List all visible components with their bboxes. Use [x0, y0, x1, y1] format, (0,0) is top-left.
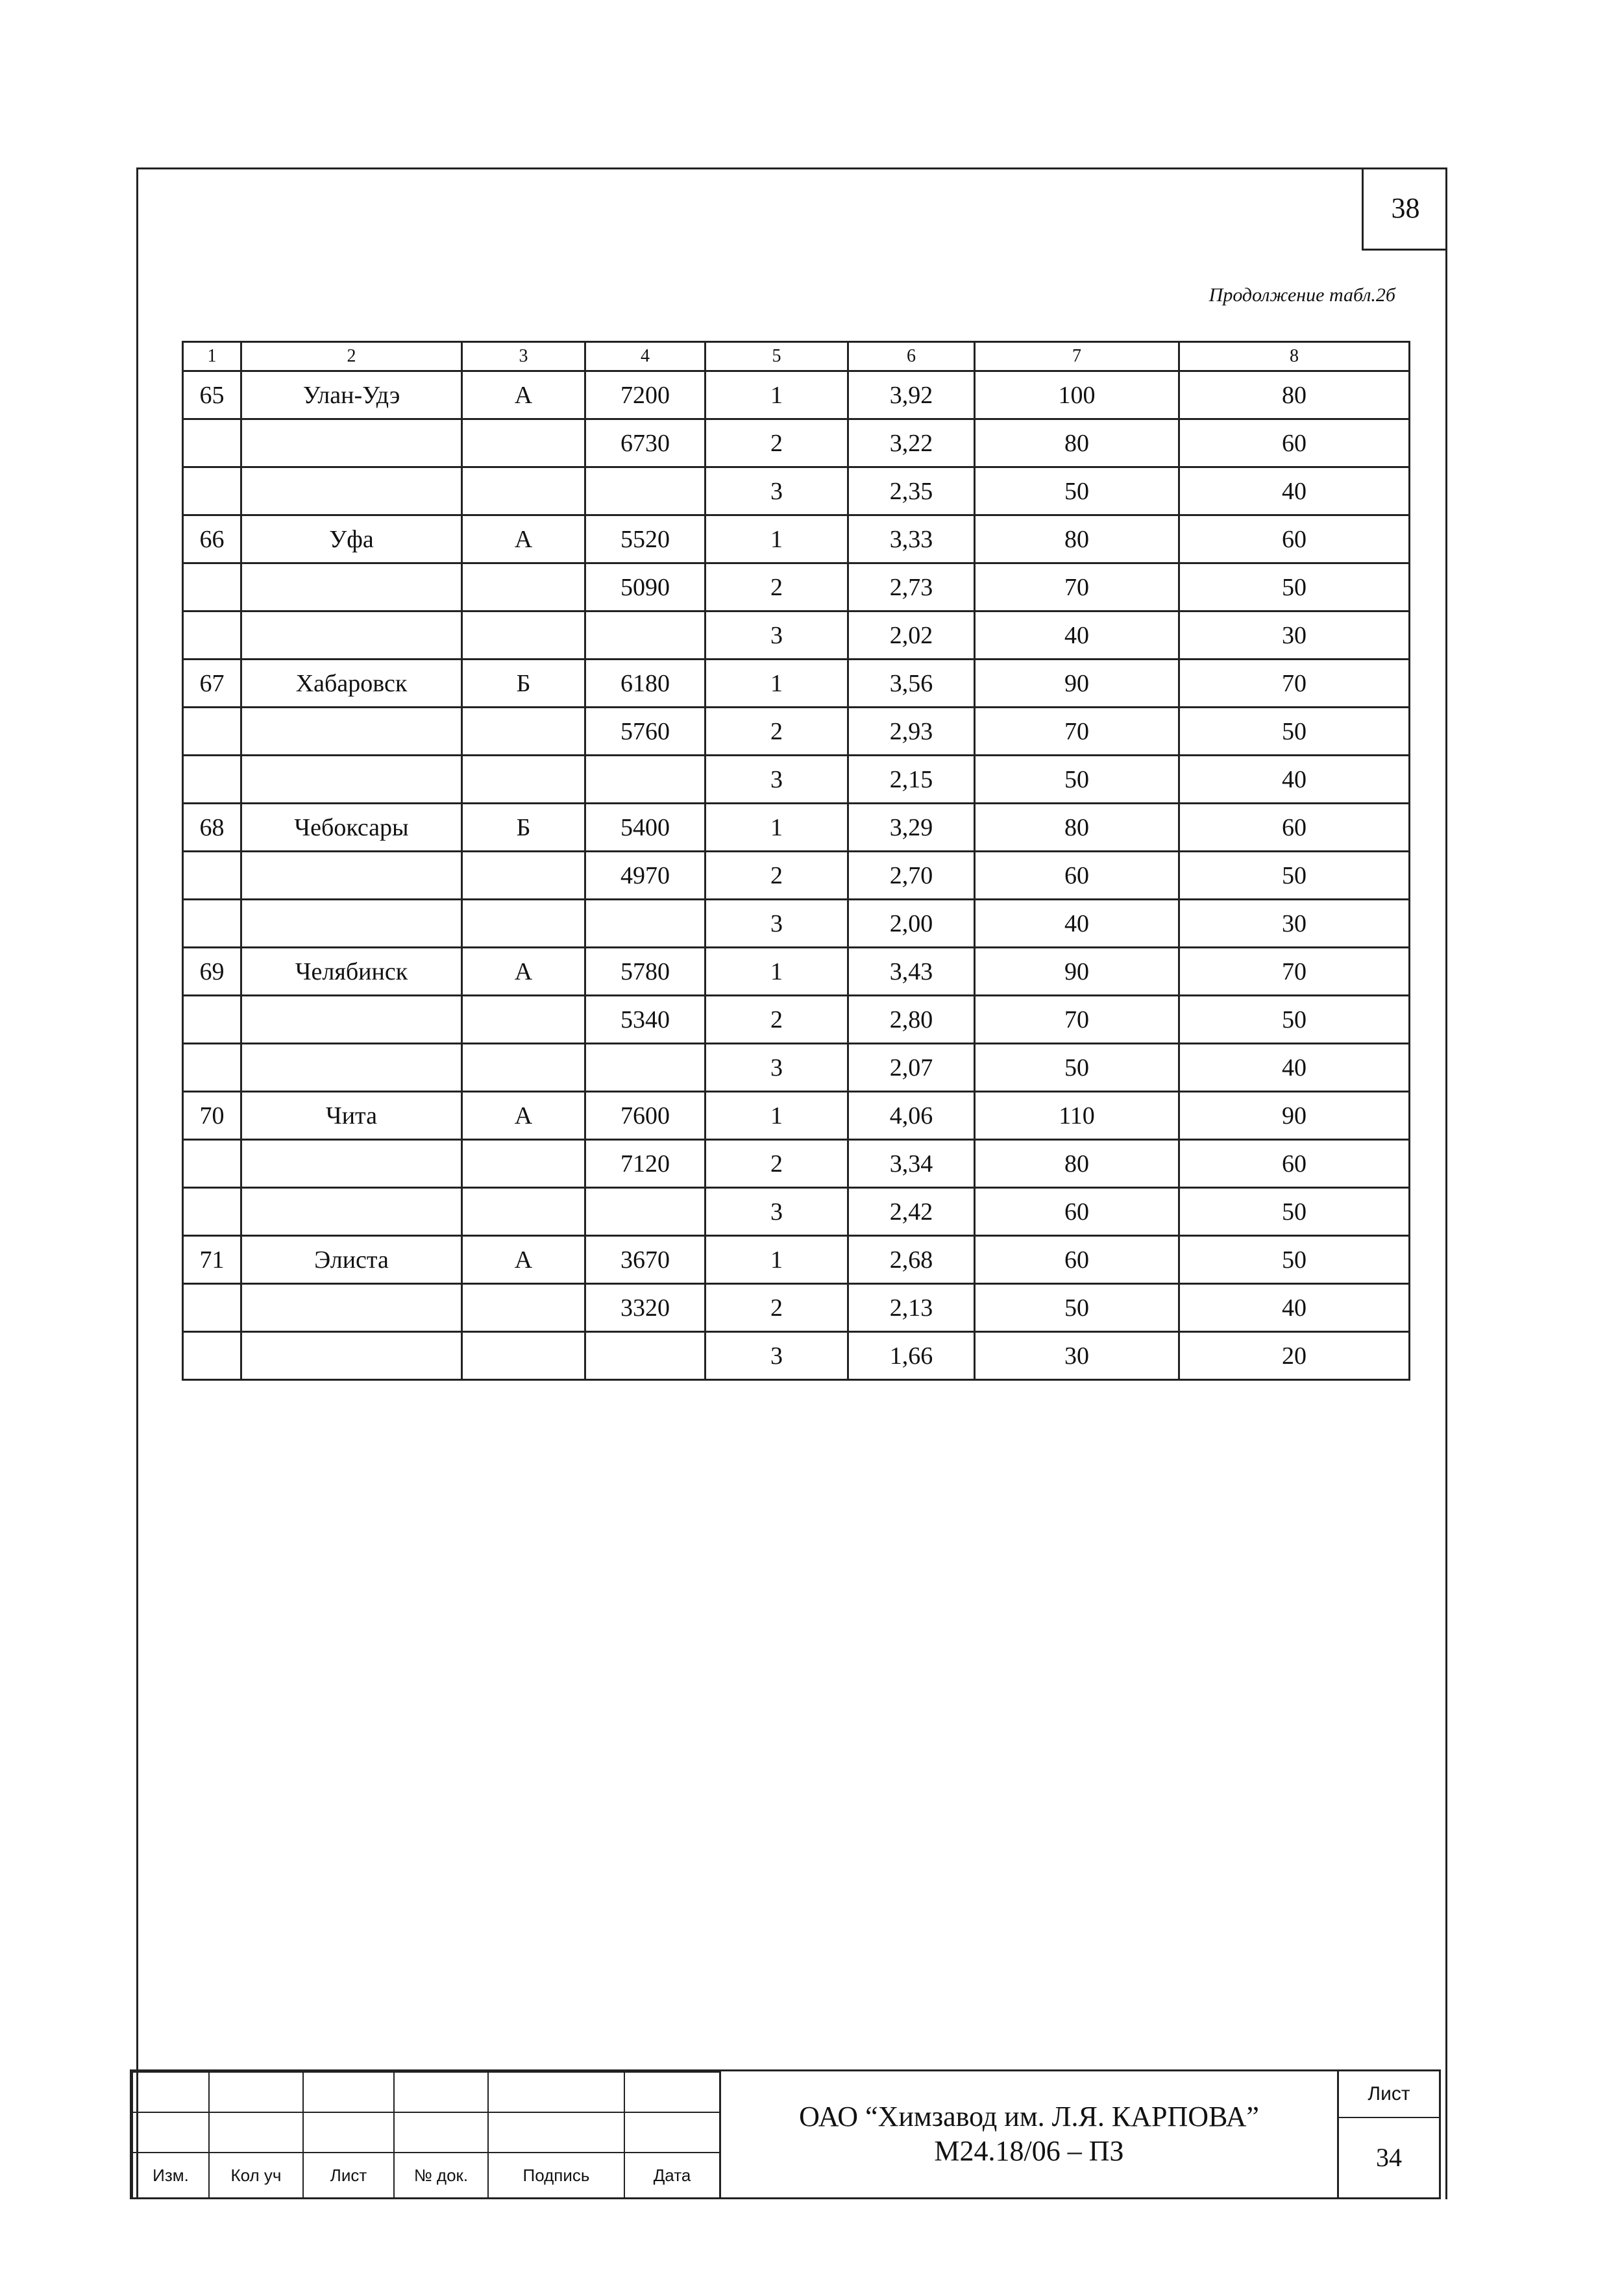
- table-cell: 5400: [585, 804, 706, 852]
- table-cell: 80: [1179, 371, 1410, 419]
- column-number-cell: 3: [462, 342, 585, 371]
- table-cell: 3670: [585, 1236, 706, 1284]
- table-cell: 2,68: [848, 1236, 975, 1284]
- table-cell: [585, 467, 706, 515]
- table-cell: [462, 900, 585, 948]
- table-cell: 3: [706, 1188, 848, 1236]
- table-cell: [241, 852, 462, 900]
- sheet-number: 34: [1376, 2142, 1402, 2172]
- table-cell: 3,33: [848, 515, 975, 563]
- table-cell: [241, 563, 462, 611]
- table-cell: 2: [706, 419, 848, 467]
- data-table: [182, 341, 1410, 1381]
- table-row: [183, 660, 1410, 708]
- table-cell: 3: [706, 900, 848, 948]
- table-cell: 3,92: [848, 371, 975, 419]
- table-cell: 2: [706, 1140, 848, 1188]
- table-cell: 60: [975, 1188, 1179, 1236]
- table-cell: А: [462, 371, 585, 419]
- table-row: [183, 804, 1410, 852]
- table-cell: [585, 1188, 706, 1236]
- title-block: [130, 2069, 1441, 2199]
- table-cell: 90: [975, 948, 1179, 996]
- table-cell: 4,06: [848, 1092, 975, 1140]
- table-cell: 1: [706, 371, 848, 419]
- table-cell: 5760: [585, 708, 706, 756]
- table-cell: [462, 1332, 585, 1380]
- table-cell: 3,56: [848, 660, 975, 708]
- table-cell: [585, 1332, 706, 1380]
- table-cell: 50: [1179, 563, 1410, 611]
- table-cell: [241, 996, 462, 1044]
- table-cell: Улан-Удэ: [241, 371, 462, 419]
- table-cell: 1: [706, 515, 848, 563]
- table-cell: [183, 708, 241, 756]
- table-cell: [462, 852, 585, 900]
- table-cell: Хабаровск: [241, 660, 462, 708]
- table-cell: [241, 708, 462, 756]
- table-cell: [585, 756, 706, 804]
- table-cell: [585, 611, 706, 660]
- table-cell: [183, 1332, 241, 1380]
- table-row: [183, 1236, 1410, 1284]
- table-cell: Б: [462, 660, 585, 708]
- table-row: [183, 996, 1410, 1044]
- table-cell: [462, 1044, 585, 1092]
- table-cell: 3,43: [848, 948, 975, 996]
- table-cell: 7120: [585, 1140, 706, 1188]
- table-cell: [241, 1284, 462, 1332]
- table-cell: [183, 563, 241, 611]
- table-cell: 2,73: [848, 563, 975, 611]
- table-cell: 2,13: [848, 1284, 975, 1332]
- table-cell: 50: [975, 467, 1179, 515]
- table-cell: 3,22: [848, 419, 975, 467]
- table-cell: [241, 467, 462, 515]
- table-cell: 1: [706, 1092, 848, 1140]
- table-cell: 1: [706, 660, 848, 708]
- table-cell: 7200: [585, 371, 706, 419]
- table-cell: 5090: [585, 563, 706, 611]
- table-cell: 4970: [585, 852, 706, 900]
- table-cell: 6180: [585, 660, 706, 708]
- table-cell: 2,07: [848, 1044, 975, 1092]
- column-number-cell: 4: [585, 342, 706, 371]
- table-cell: 60: [1179, 515, 1410, 563]
- table-cell: 3: [706, 467, 848, 515]
- table-cell: [462, 1188, 585, 1236]
- table-row: [183, 1284, 1410, 1332]
- table-cell: 3320: [585, 1284, 706, 1332]
- table-cell: Элиста: [241, 1236, 462, 1284]
- table-cell: 2: [706, 1284, 848, 1332]
- table-cell: [241, 1044, 462, 1092]
- column-number-cell: 7: [975, 342, 1179, 371]
- table-row: [183, 756, 1410, 804]
- table-cell: 30: [1179, 611, 1410, 660]
- table-cell: 2,15: [848, 756, 975, 804]
- table-cell: 2: [706, 708, 848, 756]
- table-cell: 2,42: [848, 1188, 975, 1236]
- table-row: [183, 1332, 1410, 1380]
- stamp-label-signature: Подпись: [488, 2153, 624, 2198]
- table-cell: 30: [1179, 900, 1410, 948]
- table-cell: 1: [706, 1236, 848, 1284]
- table-cell: 71: [183, 1236, 241, 1284]
- table-cell: 70: [1179, 660, 1410, 708]
- table-cell: [462, 419, 585, 467]
- table-cell: [241, 1140, 462, 1188]
- table-cell: 2,70: [848, 852, 975, 900]
- table-cell: 2,80: [848, 996, 975, 1044]
- table-cell: Чебоксары: [241, 804, 462, 852]
- table-row: [183, 611, 1410, 660]
- stamp-label-sheet: Лист: [303, 2153, 394, 2198]
- table-cell: 70: [1179, 948, 1410, 996]
- table-cell: 40: [975, 900, 1179, 948]
- table-cell: 70: [183, 1092, 241, 1140]
- table-cell: 3,29: [848, 804, 975, 852]
- table-cell: 50: [975, 1284, 1179, 1332]
- table-cell: 5520: [585, 515, 706, 563]
- table-cell: 20: [1179, 1332, 1410, 1380]
- table-cell: [183, 1284, 241, 1332]
- table-row: [183, 1044, 1410, 1092]
- table-cell: 90: [975, 660, 1179, 708]
- table-cell: [183, 996, 241, 1044]
- table-cell: 50: [1179, 852, 1410, 900]
- table-cell: [462, 708, 585, 756]
- column-number-cell: 6: [848, 342, 975, 371]
- table-cell: 1,66: [848, 1332, 975, 1380]
- table-cell: [183, 756, 241, 804]
- table-cell: 70: [975, 996, 1179, 1044]
- table-caption: Продолжение табл.2б: [1209, 284, 1395, 306]
- table-row: [183, 948, 1410, 996]
- table-cell: 1: [706, 804, 848, 852]
- table-cell: А: [462, 948, 585, 996]
- table-cell: 40: [975, 611, 1179, 660]
- sheet-label: Лист: [1339, 2071, 1439, 2118]
- table-cell: 40: [1179, 1284, 1410, 1332]
- document-code: М24.18/06 – ПЗ: [934, 2135, 1124, 2167]
- table-cell: [241, 756, 462, 804]
- table-cell: [585, 900, 706, 948]
- table-cell: Челябинск: [241, 948, 462, 996]
- stamp-label-change: Изм.: [132, 2153, 209, 2198]
- table-cell: 1: [706, 948, 848, 996]
- table-cell: 60: [975, 852, 1179, 900]
- table-cell: 40: [1179, 467, 1410, 515]
- table-cell: 50: [975, 756, 1179, 804]
- table-cell: [462, 1140, 585, 1188]
- table-cell: [183, 900, 241, 948]
- table-cell: 3: [706, 1332, 848, 1380]
- table-cell: 60: [1179, 804, 1410, 852]
- table-cell: 70: [975, 708, 1179, 756]
- table-cell: [183, 419, 241, 467]
- table-cell: 6730: [585, 419, 706, 467]
- table-row: [183, 1140, 1410, 1188]
- column-number-cell: 2: [241, 342, 462, 371]
- table-cell: [462, 467, 585, 515]
- sheet-cell: [1339, 2071, 1439, 2197]
- table-cell: [183, 1188, 241, 1236]
- table-cell: 2: [706, 852, 848, 900]
- table-cell: А: [462, 1236, 585, 1284]
- table-cell: [462, 611, 585, 660]
- table-row: [183, 1092, 1410, 1140]
- table-cell: 50: [1179, 996, 1410, 1044]
- table-cell: 2,00: [848, 900, 975, 948]
- table-cell: А: [462, 1092, 585, 1140]
- table-cell: 3: [706, 611, 848, 660]
- table-cell: 40: [1179, 756, 1410, 804]
- table-row: [183, 467, 1410, 515]
- table-cell: 69: [183, 948, 241, 996]
- table-cell: 2,93: [848, 708, 975, 756]
- table-cell: 67: [183, 660, 241, 708]
- table-cell: [183, 1140, 241, 1188]
- table-cell: 60: [975, 1236, 1179, 1284]
- table-cell: 2,02: [848, 611, 975, 660]
- table-cell: 2,35: [848, 467, 975, 515]
- table-row: [183, 900, 1410, 948]
- table-row: [183, 515, 1410, 563]
- table-cell: [462, 563, 585, 611]
- table-cell: 110: [975, 1092, 1179, 1140]
- table-header-row: [183, 342, 1410, 371]
- page-number: 38: [1362, 167, 1447, 251]
- stamp-label-count: Кол уч: [209, 2153, 303, 2198]
- table-cell: 60: [1179, 1140, 1410, 1188]
- table-cell: 7600: [585, 1092, 706, 1140]
- table-cell: 80: [975, 419, 1179, 467]
- table-cell: [241, 419, 462, 467]
- table-cell: 68: [183, 804, 241, 852]
- table-cell: [241, 1188, 462, 1236]
- column-number-cell: 8: [1179, 342, 1410, 371]
- column-number-cell: 5: [706, 342, 848, 371]
- table-row: [183, 852, 1410, 900]
- table-cell: 50: [1179, 1188, 1410, 1236]
- table-cell: 30: [975, 1332, 1179, 1380]
- table-cell: [183, 852, 241, 900]
- table-cell: [462, 996, 585, 1044]
- table-cell: [183, 1044, 241, 1092]
- table-cell: Уфа: [241, 515, 462, 563]
- stamp-title: [719, 2071, 1339, 2197]
- table-row: [183, 1188, 1410, 1236]
- table-cell: 80: [975, 804, 1179, 852]
- table-cell: 65: [183, 371, 241, 419]
- table-row: [183, 371, 1410, 419]
- table-cell: 40: [1179, 1044, 1410, 1092]
- table-cell: 3,34: [848, 1140, 975, 1188]
- table-cell: 50: [1179, 1236, 1410, 1284]
- table-cell: 70: [975, 563, 1179, 611]
- table-cell: 50: [975, 1044, 1179, 1092]
- table-cell: 5780: [585, 948, 706, 996]
- table-cell: 80: [975, 1140, 1179, 1188]
- revision-grid: [132, 2071, 720, 2199]
- table-cell: [462, 756, 585, 804]
- table-cell: 2: [706, 996, 848, 1044]
- table-cell: 100: [975, 371, 1179, 419]
- table-cell: [241, 611, 462, 660]
- stamp-label-date: Дата: [624, 2153, 720, 2198]
- table-row: [183, 563, 1410, 611]
- table-cell: 3: [706, 1044, 848, 1092]
- table-cell: [462, 1284, 585, 1332]
- table-cell: 3: [706, 756, 848, 804]
- table-cell: 90: [1179, 1092, 1410, 1140]
- table-cell: А: [462, 515, 585, 563]
- organization-name: ОАО “Химзавод им. Л.Я. КАРПОВА”: [799, 2101, 1259, 2133]
- table-cell: 66: [183, 515, 241, 563]
- table-cell: [183, 467, 241, 515]
- table-cell: 50: [1179, 708, 1410, 756]
- table-cell: [183, 611, 241, 660]
- table-cell: [585, 1044, 706, 1092]
- table-row: [183, 419, 1410, 467]
- column-number-cell: 1: [183, 342, 241, 371]
- table-row: [183, 708, 1410, 756]
- table-cell: 80: [975, 515, 1179, 563]
- table-cell: [241, 900, 462, 948]
- table-cell: 2: [706, 563, 848, 611]
- table-cell: 5340: [585, 996, 706, 1044]
- stamp-label-doc-no: № док.: [394, 2153, 488, 2198]
- table-cell: Б: [462, 804, 585, 852]
- table-cell: Чита: [241, 1092, 462, 1140]
- table-cell: [241, 1332, 462, 1380]
- table-cell: 60: [1179, 419, 1410, 467]
